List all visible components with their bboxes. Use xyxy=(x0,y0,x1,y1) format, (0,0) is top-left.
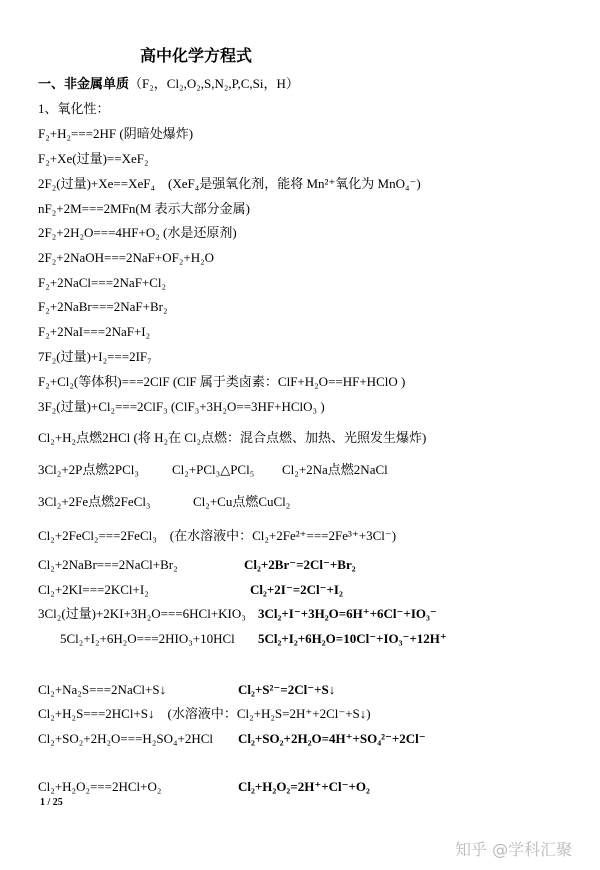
section-heading-note: （F₂，Cl₂,O₂,S,N₂,P,C,Si，H） xyxy=(129,76,299,91)
equation-line: F₂+2NaI===2NaF+I₂ xyxy=(38,324,151,339)
ionic-equation: Cl₂+2Br⁻=2Cl⁻+Br₂ xyxy=(244,557,356,572)
ionic-equation: 3Cl₂+I⁻+3H₂O=6H⁺+6Cl⁻+IO₃⁻ xyxy=(258,606,437,621)
equation-line: Cl₂+2FeCl₂===2FeCl₃ (在水溶液中：Cl₂+2Fe²⁺===2Fe³⁺+3Cl⁻) xyxy=(38,528,397,543)
equation-line: 5Cl₂+I₂+6H₂O===2HIO₃+10HCl xyxy=(60,631,235,646)
equation-line: Cl₂+Na₂S===2NaCl+S↓ xyxy=(38,682,167,697)
equation-line: F₂+Cl₂(等体积)===2ClF (ClF 属于类卤素：ClF+H₂O==HF+HClO ) xyxy=(38,374,406,389)
equation-line: 2F₂+2H₂O===4HF+O₂ (水是还原剂) xyxy=(38,225,237,240)
equation-line: F₂+2NaCl===2NaF+Cl₂ xyxy=(38,275,167,290)
equation-line: 3Cl₂(过量)+2KI+3H₂O===6HCl+KIO₃ xyxy=(38,606,246,621)
ionic-equation: Cl₂+S²⁻=2Cl⁻+S↓ xyxy=(238,682,336,697)
equation-line: 7F₂(过量)+I₂===2IF₇ xyxy=(38,349,152,364)
page-number: 1 / 25 xyxy=(40,797,63,808)
equation-line: Cl₂+PCl₃△PCl₅ xyxy=(172,462,255,477)
watermark: 知乎 @学科汇聚 xyxy=(455,840,573,859)
equation-line: 3F₂(过量)+Cl₂===2ClF₃ (ClF₃+3H₂O==3HF+HClO₃ ) xyxy=(38,399,325,414)
equation-line: 3Cl₂+2P点燃2PCl₃ xyxy=(38,462,139,477)
equation-line: F₂+H₂===2HF (阴暗处爆炸) xyxy=(38,126,194,141)
equation-line: 3Cl₂+2Fe点燃2FeCl₃ xyxy=(38,494,151,509)
subsection-heading: 1、氧化性： xyxy=(38,101,110,116)
page-title: 高中化学方程式 xyxy=(140,46,253,65)
equation-line: Cl₂+H₂O₂===2HCl+O₂ xyxy=(38,779,162,794)
equation-line: F₂+Xe(过量)==XeF₂ xyxy=(38,151,149,166)
equation-line: Cl₂+SO₂+2H₂O===H₂SO₄+2HCl xyxy=(38,731,214,746)
equation-line: Cl₂+Cu点燃CuCl₂ xyxy=(193,494,291,509)
ionic-equation: Cl₂+H₂O₂=2H⁺+Cl⁻+O₂ xyxy=(238,779,370,794)
equation-line: Cl₂+H₂点燃2HCl (将 H₂在 Cl₂点燃：混合点燃、加热、光照发生爆炸) xyxy=(38,430,427,445)
equation-line: 2F₂(过量)+Xe==XeF₄ (XeF₄是强氧化剂，能将 Mn²⁺氧化为 MnO₄⁻) xyxy=(38,176,421,191)
equation-line: Cl₂+H₂S===2HCl+S↓ (水溶液中：Cl₂+H₂S=2H⁺+2Cl⁻+S↓) xyxy=(38,706,371,721)
equation-line: Cl₂+2NaBr===2NaCl+Br₂ xyxy=(38,557,178,572)
equation-line: Cl₂+2Na点燃2NaCl xyxy=(282,462,388,477)
ionic-equation: Cl₂+2I⁻=2Cl⁻+I₂ xyxy=(250,582,343,597)
equation-line: 2F₂+2NaOH===2NaF+OF₂+H₂O xyxy=(38,250,215,265)
ionic-equation: 5Cl₂+I₂+6H₂O=10Cl⁻+IO₃⁻+12H⁺ xyxy=(258,631,447,646)
equation-line: F₂+2NaBr===2NaF+Br₂ xyxy=(38,299,168,314)
equation-line: Cl₂+2KI===2KCl+I₂ xyxy=(38,582,149,597)
equation-line: nF₂+2M===2MFn(M 表示大部分金属) xyxy=(38,201,250,216)
ionic-equation: Cl₂+SO₂+2H₂O=4H⁺+SO₄²⁻+2Cl⁻ xyxy=(238,731,426,746)
section-heading xyxy=(38,76,299,93)
section-heading-text: 一、非金属单质 xyxy=(38,77,130,92)
